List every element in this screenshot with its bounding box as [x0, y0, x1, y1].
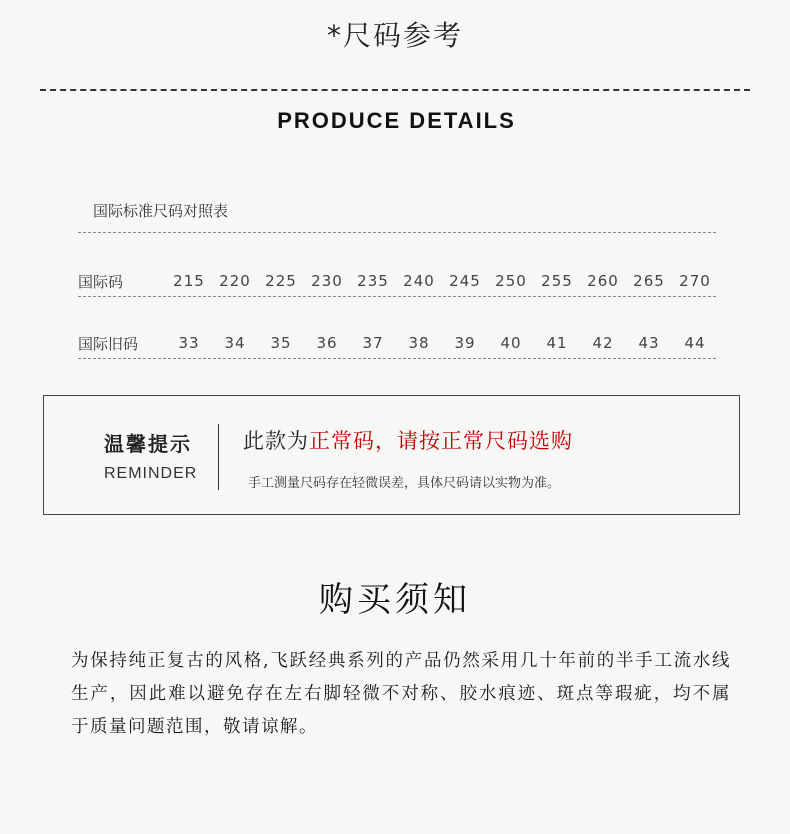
row-values — [166, 272, 718, 290]
reminder-divider — [218, 424, 219, 490]
size-cell: 240 — [403, 272, 435, 290]
reminder-main-highlight: 正常码，请按正常尺码选购 — [309, 429, 573, 453]
dashed-divider — [40, 89, 750, 91]
row-label: 国际旧码 — [78, 334, 139, 353]
size-cell: 255 — [541, 272, 573, 290]
size-cell: 39 — [454, 334, 476, 352]
size-cell: 34 — [224, 334, 246, 352]
size-cell: 260 — [587, 272, 619, 290]
size-cell: 250 — [495, 272, 527, 290]
size-cell: 37 — [362, 334, 384, 352]
size-cell: 41 — [546, 334, 568, 352]
section-subtitle: PRODUCE DETAILS — [277, 108, 516, 133]
size-cell: 235 — [357, 272, 389, 290]
size-cell: 44 — [684, 334, 706, 352]
reminder-box — [43, 395, 740, 515]
table-row-old-international — [78, 331, 718, 355]
size-cell: 230 — [311, 272, 343, 290]
size-cell: 42 — [592, 334, 614, 352]
size-cell: 265 — [633, 272, 665, 290]
reminder-title-cn: 温馨提示 — [104, 432, 192, 456]
size-cell: 245 — [449, 272, 481, 290]
size-cell: 270 — [679, 272, 711, 290]
reminder-main-prefix: 此款为 — [243, 429, 309, 453]
size-cell: 36 — [316, 334, 338, 352]
size-cell: 215 — [173, 272, 205, 290]
size-cell: 35 — [270, 334, 292, 352]
table-divider — [78, 232, 716, 233]
size-cell: 43 — [638, 334, 660, 352]
reminder-title-en: REMINDER — [104, 465, 198, 482]
size-cell: 225 — [265, 272, 297, 290]
size-table-title: 国际标准尺码对照表 — [93, 202, 229, 220]
notice-body: 为保持纯正复古的风格,飞跃经典系列的产品仍然采用几十年前的半手工流水线生产，因此难以避免存在左右脚轻微不对称、胶水痕迹、斑点等瑕疵，均不属于质量问题范围，敬请谅解。 — [71, 651, 731, 737]
reminder-main-text — [243, 425, 573, 455]
notice-title: 购买须知 — [319, 580, 471, 620]
size-cell: 38 — [408, 334, 430, 352]
reminder-sub-text: 手工测量尺码存在轻微误差，具体尺码请以实物为准。 — [248, 476, 561, 491]
size-cell: 33 — [178, 334, 200, 352]
row-label: 国际码 — [78, 272, 124, 291]
size-cell: 220 — [219, 272, 251, 290]
page-title: *尺码参考 — [326, 19, 463, 52]
row-values — [166, 334, 718, 352]
size-cell: 40 — [500, 334, 522, 352]
row-divider — [78, 358, 716, 359]
table-row-international — [78, 269, 718, 293]
row-divider — [78, 296, 716, 297]
